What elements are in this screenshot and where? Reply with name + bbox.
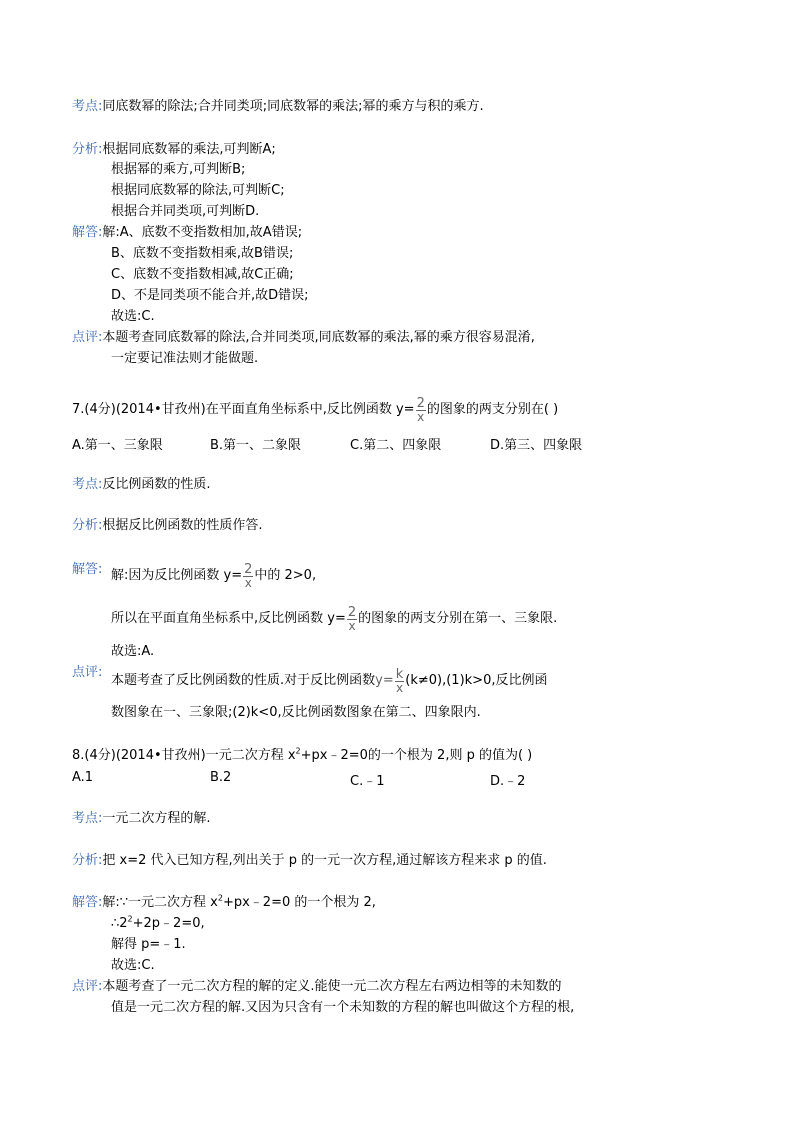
q8-dianping-line: 值是一元二次方程的解.又因为只含有一个未知数的方程的解也叫做这个方程的根, (111, 1000, 575, 1015)
q7-jieda-line2: 所以在平面直角坐标系中,反比例函数 y= $\frac{2}{x}$ 的图象的两支分别在第一、三象限. (111, 604, 558, 633)
label-jieda: 解答: (72, 895, 103, 910)
fraction-2-over-x: $\frac{2}{x}$ (416, 395, 425, 424)
label-fenxi: 分析: (72, 518, 103, 533)
q8-fenxi: 分析:把 x=2 代入已知方程,列出关于 p 的一元一次方程,通过解该方程来求 p 的值. (72, 853, 547, 868)
q6-fenxi: 分析:根据同底数幂的乘法,可判断A; (72, 142, 276, 157)
label-dianping: 点评: (72, 330, 103, 345)
q8-option-b: B.2 (210, 770, 232, 785)
q8-jieda-line3: 解得 p=﹣1. (111, 937, 186, 952)
q7-jieda-line1: 解:因为反比例函数 y= $\frac{2}{x}$ 中的 2>0, (111, 561, 317, 590)
q8-dianping: 点评:本题考查了一元二次方程的解的定义.能使一元二次方程左右两边相等的未知数的 (72, 979, 562, 994)
q6-fenxi-line: 根据同底数幂的除法,可判断C; (111, 183, 285, 198)
label-kaodian: 考点: (72, 811, 103, 826)
q6-jieda-line: C、底数不变指数相减,故C正确; (111, 267, 294, 282)
q6-kaodian: 考点:同底数幂的除法;合并同类项;同底数幂的乘法;幂的乘方与积的乘方. (72, 99, 484, 114)
q6-jieda-line: 故选:C. (111, 309, 155, 324)
fraction-k-over-x: $\frac{k}{x}$ (395, 666, 404, 695)
q8-stem: 8.(4分)(2014•甘孜州)一元二次方程 $x^2+px﹣2=0$的一个根为 2,则 p 的值为( ) (72, 746, 533, 763)
label-kaodian: 考点: (72, 477, 103, 492)
q7-kaodian: 考点:反比例函数的性质. (72, 477, 211, 492)
q7-fenxi: 分析:根据反比例函数的性质作答. (72, 518, 263, 533)
q7-dianping-line1: 本题考查了反比例函数的性质.对于反比例函数y= $\frac{k}{x}$ (k≠0),(1)k>0,反比例函 (111, 666, 548, 695)
q7-dianping-label (72, 664, 102, 682)
fraction-2-over-x: $\frac{2}{x}$ (347, 604, 357, 633)
label-kaodian: 考点: (72, 99, 103, 114)
q7-stem: 7.(4分)(2014•甘孜州)在平面直角坐标系中,反比例函数 y= $\frac{2}{x}$ 的图象的两支分别在( ) (72, 395, 559, 424)
q6-jieda: 解答:解:A、底数不变指数相加,故A错误; (72, 225, 303, 240)
q7-dianping-line2: 数图象在一、三象限;(2)k<0,反比例函数图象在第二、四象限内. (111, 705, 481, 720)
q7-option-c: C.第二、四象限 (350, 438, 442, 453)
q7-jieda-label (72, 561, 102, 579)
q6-dianping: 点评:本题考查同底数幂的除法,合并同类项,同底数幂的乘法,幂的乘方很容易混淆, (72, 330, 535, 345)
label-fenxi: 分析: (72, 142, 103, 157)
label-jieda: 解答: (72, 562, 103, 577)
q7-option-a: A.第一、三象限 (72, 438, 163, 453)
q7-option-d: D.第三、四象限 (490, 438, 583, 453)
label-jieda: 解答: (72, 225, 103, 240)
label-dianping: 点评: (72, 979, 103, 994)
q6-jieda-line: D、不是同类项不能合并,故D错误; (111, 288, 309, 303)
q8-kaodian: 考点:一元二次方程的解. (72, 811, 211, 826)
q6-fenxi-line: 根据合并同类项,可判断D. (111, 204, 260, 219)
q7-option-b: B.第一、二象限 (210, 438, 302, 453)
q8-option-d: D.﹣2 (490, 774, 526, 789)
q6-fenxi-line: 根据幂的乘方,可判断B; (111, 162, 246, 177)
label-dianping: 点评: (72, 665, 103, 680)
q7-jieda-line3: 故选:A. (111, 644, 155, 659)
q8-option-c: C.﹣1 (350, 774, 385, 789)
label-fenxi: 分析: (72, 853, 103, 868)
q8-jieda-line2: $\therefore 2^2+2p﹣2=0$, (111, 914, 205, 931)
q8-jieda: 解答:解:∵一元二次方程 $x^2+px﹣2=0$ 的一个根为 2, (72, 893, 376, 910)
q8-option-a: A.1 (72, 770, 94, 785)
q6-dianping-line: 一定要记准法则才能做题. (111, 351, 259, 366)
q8-jieda-line4: 故选:C. (111, 958, 155, 973)
q6-jieda-line: B、底数不变指数相乘,故B错误; (111, 246, 294, 261)
fraction-2-over-x: $\frac{2}{x}$ (244, 561, 253, 590)
